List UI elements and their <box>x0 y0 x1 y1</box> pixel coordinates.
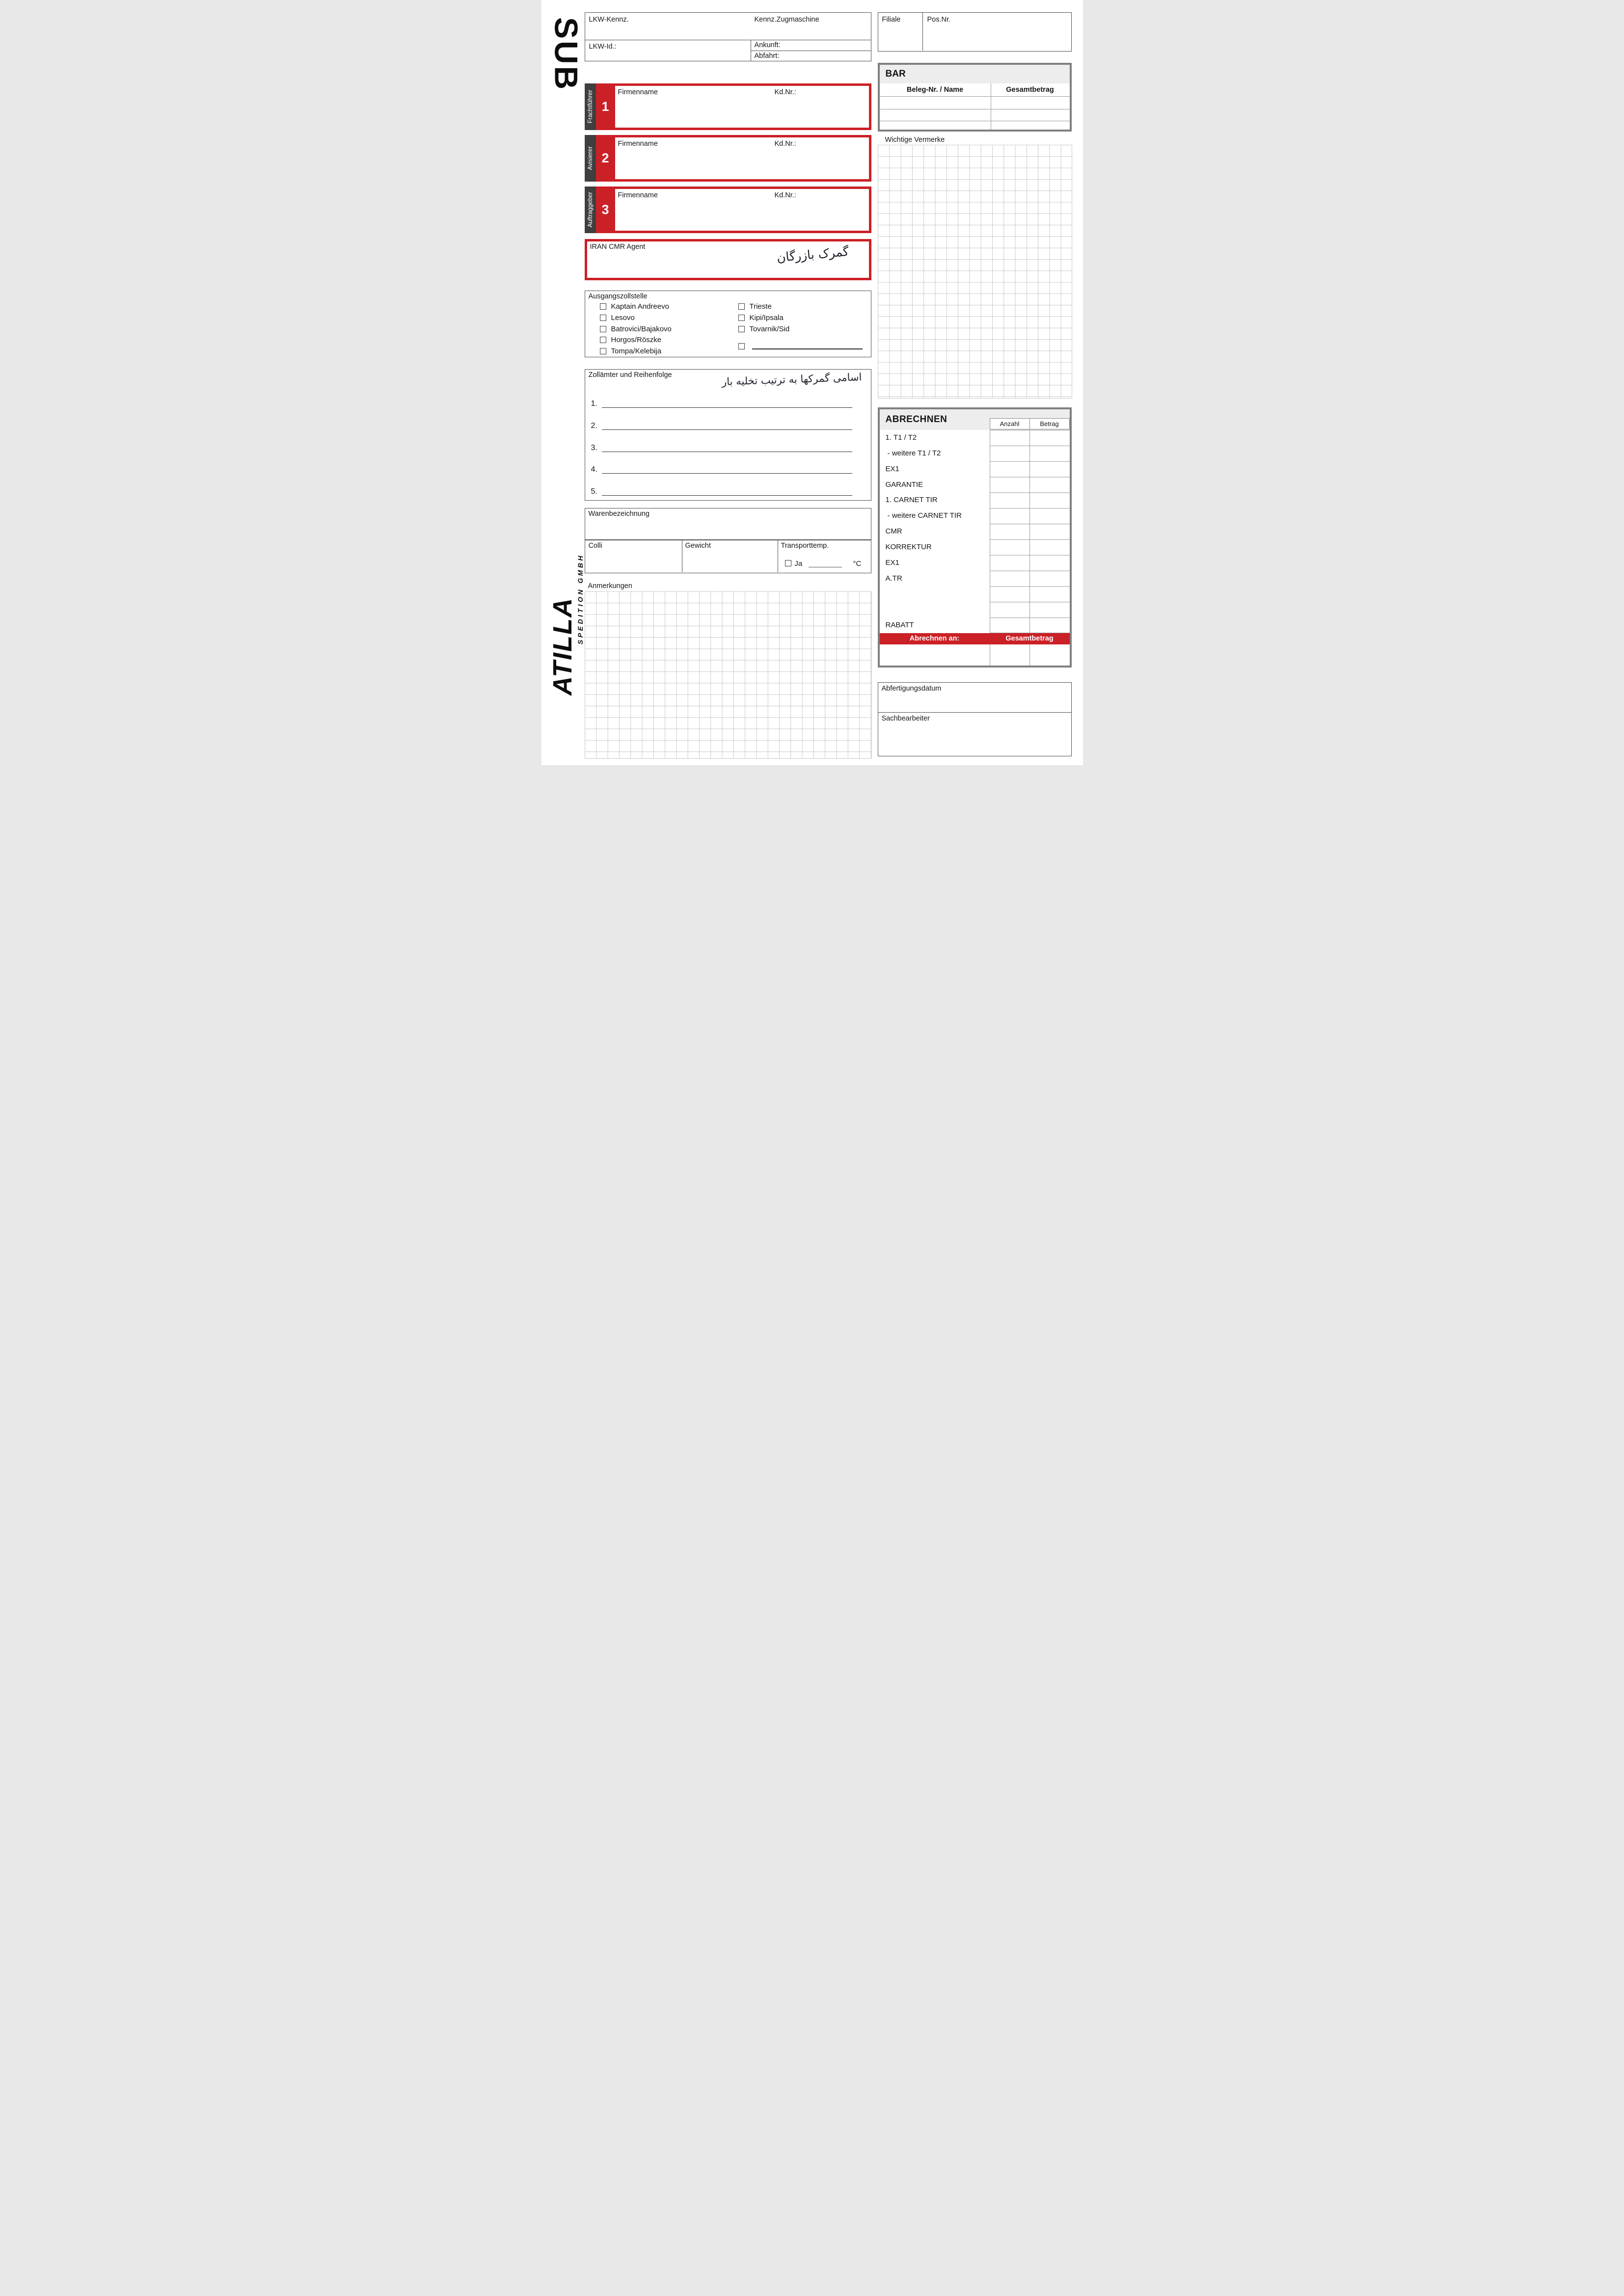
party-role-strip <box>585 83 596 130</box>
zollstelle-option <box>600 325 672 333</box>
firmenname-label: Firmenname <box>618 191 658 199</box>
row-number: 1. <box>591 400 597 408</box>
zollstelle-option <box>738 325 790 333</box>
warenbezeichnung-box[interactable] <box>585 508 871 540</box>
party-role-label: Frachtführer <box>587 90 594 124</box>
anmerkungen-grid[interactable] <box>585 591 872 759</box>
party-section-avisierer <box>585 135 871 182</box>
checkbox-trieste[interactable] <box>738 303 745 310</box>
ankunft-label: Ankunft: <box>754 41 781 49</box>
abrechnen-title: ABRECHNEN <box>885 414 947 425</box>
temp-unit-label: °C <box>853 560 862 568</box>
row-number: 4. <box>591 465 597 474</box>
zollamt-row-2 <box>585 420 871 430</box>
warenbezeichnung-label: Warenbezeichnung <box>588 510 650 518</box>
betrag-column-header: Betrag <box>1029 418 1070 429</box>
iran-cmr-handwriting: گمرک بازرگان <box>776 244 850 265</box>
zollstelle-option <box>600 347 662 355</box>
wichtige-vermerke-label: Wichtige Vermerke <box>885 136 945 144</box>
checkbox-label: Tovarnik/Sid <box>749 325 790 333</box>
party-role-strip <box>585 135 596 182</box>
zollaemter-label: Zollämter und Reihenfolge <box>588 371 672 379</box>
filiale-label: Filiale <box>882 16 901 24</box>
abrechnen-row-label: EX1 <box>885 464 899 473</box>
bar-col-amount-label: Gesamtbetrag <box>1006 86 1054 94</box>
checkbox-label: Kipi/Ipsala <box>749 314 784 322</box>
party-section-frachtfuehrer <box>585 83 871 130</box>
lkw-kennz-label: LKW-Kennz. <box>589 16 629 24</box>
zollstelle-option <box>738 302 772 311</box>
bar-header <box>880 65 1070 83</box>
bar-title: BAR <box>885 69 906 79</box>
checkbox-tompa-kelebija[interactable] <box>600 348 606 354</box>
zollstelle-option <box>600 314 635 322</box>
sub-form-page <box>541 0 1083 765</box>
abrechnen-row-label: 1. T1 / T2 <box>885 433 917 442</box>
firmenname-label: Firmenname <box>618 140 658 148</box>
firmenname-field[interactable] <box>615 86 869 128</box>
bar-rows-area[interactable] <box>880 96 1070 130</box>
anzahl-column-header: Anzahl <box>990 418 1030 429</box>
abrechnen-row-label: GARANTIE <box>885 480 923 489</box>
pos-nr-label: Pos.Nr. <box>927 16 951 24</box>
gesamtbetrag-label: Gesamtbetrag <box>1005 635 1054 642</box>
kdnr-label: Kd.Nr.: <box>774 88 796 96</box>
temp-ja-checkbox[interactable] <box>785 560 791 566</box>
zollaemter-box <box>585 369 871 501</box>
party-red-frame <box>596 187 871 233</box>
abfahrt-label: Abfahrt: <box>754 52 780 60</box>
abrechnen-row-label: RABATT <box>885 621 914 630</box>
party-red-frame <box>596 83 871 130</box>
sub-logo: SUB <box>548 17 585 92</box>
bar-column-headers <box>880 83 1070 96</box>
firmenname-field[interactable] <box>615 137 869 179</box>
divider <box>922 13 923 51</box>
checkbox-label: Kaptain Andreevo <box>611 302 669 311</box>
zollamt-row-1 <box>585 398 871 408</box>
anmerkungen-label: Anmerkungen <box>588 582 632 590</box>
colli-label: Colli <box>588 542 602 550</box>
abfertigungsdatum-box[interactable] <box>878 682 1072 713</box>
filiale-box <box>878 12 1072 52</box>
iran-cmr-agent-label: IRAN CMR Agent <box>590 243 646 251</box>
zollstelle-option <box>738 314 784 322</box>
firmenname-label: Firmenname <box>618 88 658 96</box>
zollamt-row-3 <box>585 442 871 453</box>
bar-col-name-label: Beleg-Nr. / Name <box>906 86 964 94</box>
brand-name: ATILLA <box>547 597 577 696</box>
party-role-label: Avisierer <box>587 146 594 170</box>
abrechnen-row-label: 1. CARNET TIR <box>885 496 938 505</box>
zollstelle-other-line[interactable] <box>752 348 863 349</box>
checkbox-label: Batrovici/Bajakovo <box>611 325 672 333</box>
checkbox-tovarnik-sid[interactable] <box>738 326 745 332</box>
ausgangszollstelle-label: Ausgangszollstelle <box>588 293 648 300</box>
zollamt-row-5 <box>585 485 871 496</box>
checkbox-label: Horgos/Röszke <box>611 336 662 344</box>
lkw-id-label: LKW-Id.: <box>589 43 617 51</box>
abrechnen-row-label: - weitere T1 / T2 <box>885 449 941 457</box>
iran-cmr-agent-box[interactable] <box>585 239 871 280</box>
zollstelle-option <box>600 302 669 311</box>
ausgangszollstelle-box <box>585 291 871 357</box>
kennz-zugmaschine-label: Kennz.Zugmaschine <box>754 16 819 24</box>
abrechnen-row-label: KORREKTUR <box>885 542 932 551</box>
checkbox-horgos-roeszke[interactable] <box>600 337 606 343</box>
truck-info-box <box>585 12 871 61</box>
abrechnen-row-label: EX1 <box>885 558 899 567</box>
zollstelle-option <box>600 336 662 344</box>
zollamt-row-4 <box>585 463 871 474</box>
zollamt-line-4[interactable] <box>602 473 852 474</box>
row-number: 2. <box>591 422 597 430</box>
abfertigungsdatum-label: Abfertigungsdatum <box>881 685 942 693</box>
temp-ja-label: Ja <box>794 560 803 568</box>
party-red-frame <box>596 135 871 182</box>
row-number: 3. <box>591 444 597 452</box>
zollamt-line-5[interactable] <box>602 495 852 496</box>
zollamt-line-1[interactable] <box>602 407 852 408</box>
checkbox-lesovo[interactable] <box>600 315 606 321</box>
party-section-auftraggeber <box>585 187 871 233</box>
abrechnen-row-label: - weitere CARNET TIR <box>885 511 962 520</box>
checkbox-label: Tompa/Kelebija <box>611 347 662 355</box>
abrechnen-footer <box>880 633 1070 644</box>
abrechnen-row-label: A.TR <box>885 574 902 583</box>
zollamt-line-2[interactable] <box>602 429 852 430</box>
sachbearbeiter-box[interactable] <box>878 712 1072 756</box>
abrechnen-an-label: Abrechnen an: <box>909 635 960 642</box>
wichtige-vermerke-grid[interactable] <box>878 145 1072 399</box>
party-number: 1 <box>601 99 609 114</box>
measures-box <box>585 540 871 573</box>
checkbox-kaptain-andreevo[interactable] <box>600 303 606 310</box>
sachbearbeiter-label: Sachbearbeiter <box>881 714 930 722</box>
party-number: 2 <box>601 151 609 165</box>
kdnr-label: Kd.Nr.: <box>774 191 796 199</box>
bar-box <box>878 63 1072 132</box>
abrechnen-amount-cells[interactable] <box>990 430 1070 633</box>
brand-tagline: SPEDITION GMBH <box>576 553 584 645</box>
checkbox-batrovici-bajakovo[interactable] <box>600 326 606 332</box>
zollstelle-other-option <box>738 342 750 350</box>
party-role-label: Auftraggeber <box>587 192 594 228</box>
transporttemp-label: Transporttemp. <box>781 542 829 550</box>
checkbox-other[interactable] <box>738 343 745 349</box>
party-number: 3 <box>601 202 609 217</box>
checkbox-kipi-ipsala[interactable] <box>738 315 745 321</box>
abrechnen-row-label: CMR <box>885 527 902 536</box>
zollaemter-handwriting: اسامی گمرکها به ترتیب تخلیه بار <box>721 371 862 388</box>
abrechnen-box <box>878 407 1072 667</box>
row-number: 5. <box>591 487 597 496</box>
checkbox-label: Lesovo <box>611 314 635 322</box>
firmenname-field[interactable] <box>615 189 869 231</box>
kdnr-label: Kd.Nr.: <box>774 140 796 148</box>
gewicht-label: Gewicht <box>685 542 711 550</box>
party-role-strip <box>585 187 596 233</box>
checkbox-label: Trieste <box>749 302 772 311</box>
